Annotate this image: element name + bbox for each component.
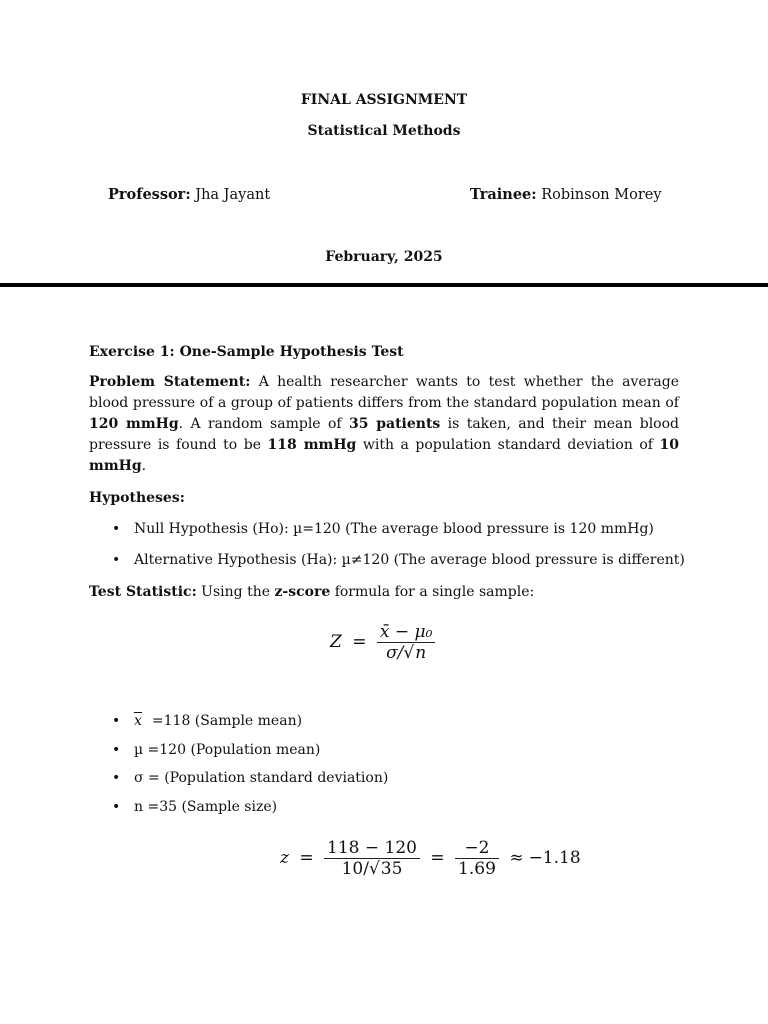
- problem-text-5: .: [141, 458, 147, 474]
- formula1-denominator: [377, 643, 436, 663]
- formula2-eq2: =: [430, 848, 445, 868]
- professor-line: [108, 186, 270, 203]
- problem-bold-3: 118 mmHg: [267, 437, 357, 453]
- formula1-fraction: [377, 622, 436, 663]
- formula1-den-left: σ/: [386, 643, 404, 663]
- document-subtitle: Statistical Methods: [307, 123, 461, 139]
- professor-name: Jha Jayant: [195, 187, 271, 203]
- sqrt-sign: √: [368, 859, 380, 879]
- formula1-numerator: x̄ − μ₀: [379, 622, 433, 642]
- variable-sample-mean: [112, 711, 302, 731]
- formula2-num1: 118 − 120: [327, 838, 417, 858]
- xbar-symbol: $\overline{x}$: [134, 713, 142, 729]
- formula2-den1-left: 10/: [341, 859, 369, 879]
- problem-bold-4: 10 mmHg: [89, 437, 679, 474]
- test-stat-label: Test Statistic:: [89, 584, 197, 600]
- formula2-den1-sqrt: 35: [380, 859, 403, 879]
- problem-text-4: with a population standard deviation of: [356, 437, 660, 453]
- test-stat-text-2: formula for a single sample:: [330, 584, 535, 600]
- document-date: February, 2025: [325, 249, 443, 265]
- variable-population-mean: [112, 740, 320, 760]
- formula2-approx: ≈: [509, 848, 524, 868]
- problem-bold-2: 35 patients: [348, 416, 441, 432]
- bullet-glyph: •: [112, 742, 121, 758]
- z-score-formula: [330, 622, 440, 678]
- bullet-glyph: •: [112, 799, 121, 815]
- variable-sample-mean-text: =118 (Sample mean): [151, 713, 303, 729]
- formula2-den2: 1.69: [458, 859, 496, 879]
- document-title: FINAL ASSIGNMENT: [300, 92, 468, 108]
- formula2-eq1: =: [299, 848, 314, 868]
- formula1-lhs: Z: [330, 632, 342, 652]
- sqrt-sign: √: [403, 643, 415, 663]
- hypothesis-null: [112, 519, 654, 539]
- bullet-glyph: •: [112, 521, 121, 537]
- problem-statement: [89, 372, 679, 477]
- problem-bold-1: 120 mmHg: [89, 416, 179, 432]
- bullet-glyph: •: [112, 770, 121, 786]
- problem-text-1: A health researcher wants to test whether the average blood pressure of a group of patients differs from the standard population mean of: [89, 374, 679, 411]
- formula2-fraction1: [324, 838, 420, 879]
- variable-sample-size-text: n =35 (Sample size): [134, 799, 278, 815]
- variable-population-mean-text: µ =120 (Population mean): [134, 742, 321, 758]
- problem-text-3: is taken, and their mean blood pressure is found to be: [89, 416, 679, 453]
- professor-label: Professor:: [108, 186, 191, 203]
- formula2-fraction2: [455, 838, 499, 879]
- variable-sample-size: [112, 797, 277, 817]
- hypothesis-null-text: Null Hypothesis (Ho): µ=120 (The average blood pressure is 120 mmHg): [134, 521, 654, 537]
- formula2-num2: −2: [464, 838, 490, 858]
- trainee-line: [470, 186, 662, 203]
- formula2-lhs: z: [280, 848, 289, 868]
- problem-text-2: . A random sample of: [178, 416, 349, 432]
- formula2-result: −1.18: [528, 848, 581, 868]
- formula1-den-sqrt: n: [415, 643, 427, 663]
- test-stat-text-1: Using the: [196, 584, 275, 600]
- test-stat-bold: z-score: [274, 584, 331, 600]
- exercise-title: Exercise 1: One-Sample Hypothesis Test: [89, 344, 404, 360]
- variable-std-dev: [112, 768, 388, 788]
- hypothesis-alternative-text: Alternative Hypothesis (Ha): µ≠120 (The average blood pressure is different): [134, 552, 685, 568]
- test-statistic: [89, 582, 679, 603]
- bullet-glyph: •: [112, 552, 121, 568]
- trainee-label: Trainee:: [470, 186, 537, 203]
- hypotheses-heading: Hypotheses:: [89, 490, 185, 506]
- formula1-eq: =: [352, 632, 367, 652]
- formula2-den1: [324, 859, 420, 879]
- bullet-glyph: •: [112, 713, 121, 729]
- variable-std-dev-text: σ = (Population standard deviation): [134, 770, 389, 786]
- z-computation-formula: [280, 838, 581, 894]
- header-divider: [0, 283, 768, 287]
- trainee-name: Robinson Morey: [541, 187, 662, 203]
- problem-label: Problem Statement:: [89, 374, 251, 390]
- hypothesis-alternative: [112, 550, 685, 570]
